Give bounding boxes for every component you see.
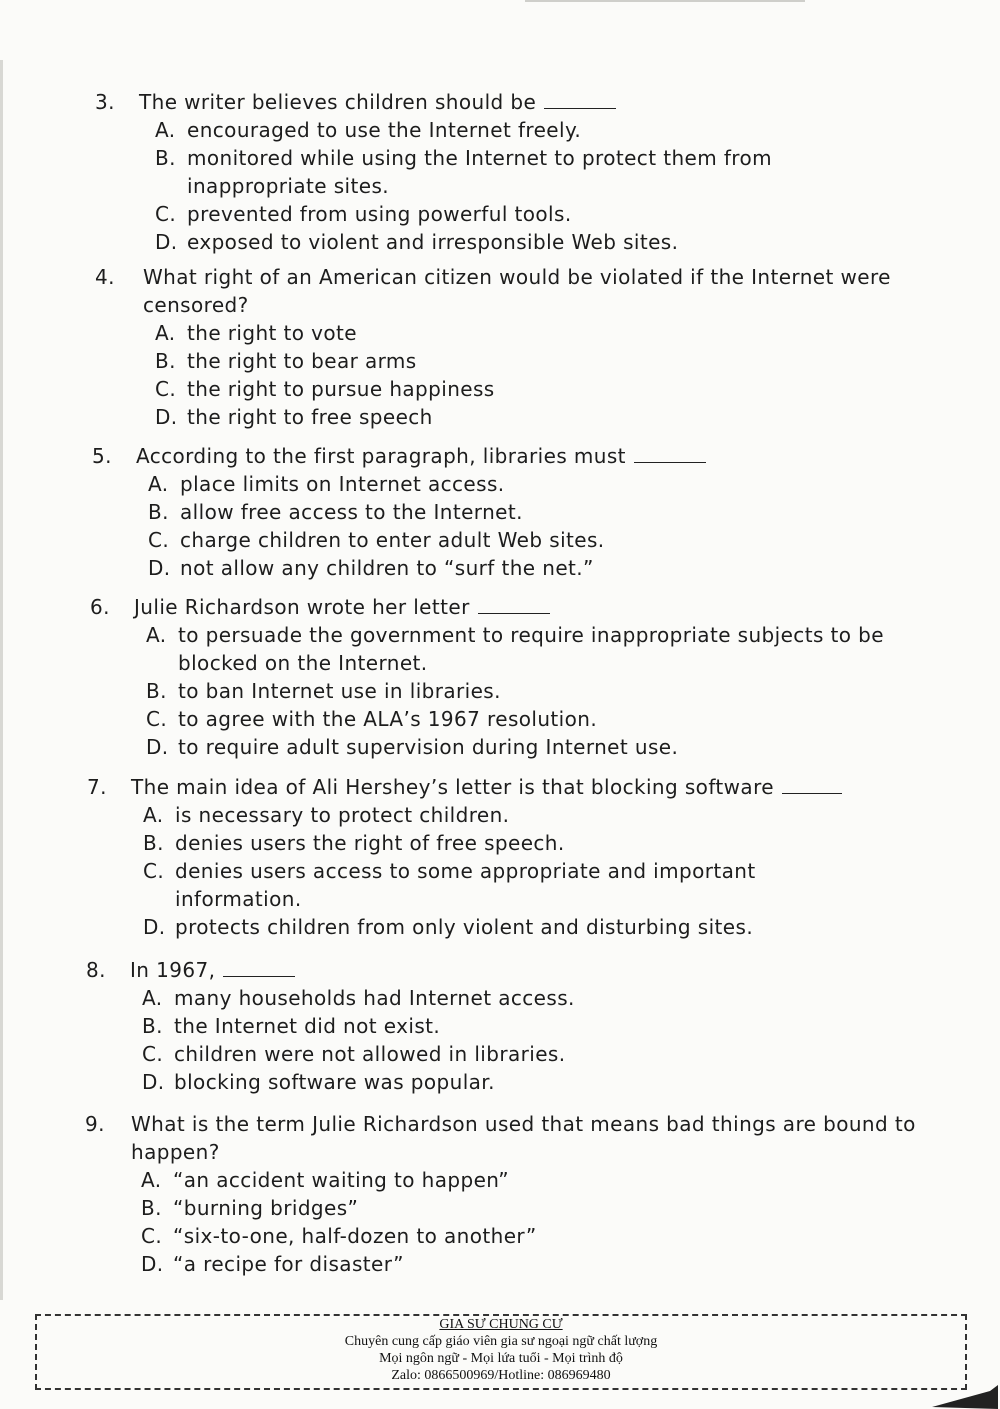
question-number: 5. — [92, 444, 112, 468]
question-stem: What is the term Julie Richardson used that means bad things are bound to happen? — [131, 1112, 916, 1164]
option-c: C. “six-to-one, half-dozen to another” — [141, 1224, 537, 1248]
question-3 — [95, 88, 895, 256]
option-c: C. to agree with the ALA’s 1967 resolution. — [146, 707, 598, 731]
option-b: B. denies users the right of free speech. — [143, 831, 565, 855]
option-b: B. allow free access to the Internet. — [148, 500, 523, 524]
answer-blank — [223, 958, 295, 977]
question-stem: The main idea of Ali Hershey’s letter is that blocking software — [131, 775, 774, 799]
option-d: D. “a recipe for disaster” — [141, 1252, 404, 1276]
answer-blank — [544, 90, 616, 109]
option-b: B. “burning bridges” — [141, 1196, 359, 1220]
question-5 — [92, 442, 912, 582]
question-stem: What right of an American citizen would be violated if the Internet were censored? — [143, 265, 891, 317]
question-9 — [85, 1110, 955, 1278]
option-d: D. to require adult supervision during Internet use. — [146, 735, 679, 759]
footer-line-2: Mọi ngôn ngữ - Mọi lứa tuổi - Mọi trình độ — [379, 1351, 623, 1366]
answer-blank — [478, 595, 550, 614]
scan-mark-top — [525, 0, 805, 2]
question-stem-wrap — [85, 1110, 955, 1166]
question-7 — [87, 773, 957, 941]
option-b: B. the Internet did not exist. — [142, 1014, 441, 1038]
question-stem: In 1967, — [130, 958, 216, 982]
option-d: D. the right to free speech — [155, 405, 433, 429]
option-c: C. children were not allowed in libraries. — [142, 1042, 566, 1066]
question-stem: The writer believes children should be — [139, 90, 537, 114]
question-number: 8. — [86, 958, 106, 982]
question-4 — [95, 263, 945, 431]
option-b: B. monitored while using the Internet to protect them from inappropriate sites. — [155, 146, 773, 198]
question-number: 4. — [95, 265, 115, 289]
option-a: A. many households had Internet access. — [142, 986, 575, 1010]
question-stem: Julie Richardson wrote her letter — [134, 595, 470, 619]
question-6 — [90, 593, 960, 761]
question-number: 3. — [95, 90, 115, 114]
option-b: B. to ban Internet use in libraries. — [146, 679, 501, 703]
question-number: 9. — [85, 1112, 105, 1136]
option-c: C. charge children to enter adult Web sites. — [148, 528, 605, 552]
option-c: C. the right to pursue happiness — [155, 377, 495, 401]
option-d: D. blocking software was popular. — [142, 1070, 495, 1094]
scan-edge — [0, 60, 3, 1300]
question-stem: According to the first paragraph, libraries must — [136, 444, 626, 468]
option-a: A. encouraged to use the Internet freely. — [155, 118, 582, 142]
answer-blank — [782, 775, 842, 794]
option-d: D. protects children from only violent and disturbing sites. — [143, 915, 754, 939]
footer-contact: Zalo: 0866500969/Hotline: 086969480 — [391, 1368, 611, 1383]
option-c: C. prevented from using powerful tools. — [155, 202, 572, 226]
option-c: C. denies users access to some appropriate and important information. — [143, 859, 756, 911]
page-curl-mark — [930, 1385, 1000, 1409]
option-a: A. to persuade the government to require inappropriate subjects to be blocked on the Internet. — [146, 623, 884, 675]
question-number: 7. — [87, 775, 107, 799]
footer-title: GIA SƯ CHUNG CƯ — [439, 1317, 563, 1332]
option-a: A. the right to vote — [155, 321, 357, 345]
question-number: 6. — [90, 595, 110, 619]
footer-line-1: Chuyên cung cấp giáo viên gia sư ngoại ngữ chất lượng — [344, 1334, 658, 1349]
answer-blank — [634, 444, 706, 463]
option-a: A. is necessary to protect children. — [143, 803, 510, 827]
option-b: B. the right to bear arms — [155, 349, 417, 373]
option-d: D. not allow any children to “surf the net.” — [148, 556, 594, 580]
option-a: A. place limits on Internet access. — [148, 472, 505, 496]
question-8 — [86, 956, 786, 1096]
question-stem-wrap — [95, 263, 945, 319]
option-a: A. “an accident waiting to happen” — [141, 1168, 510, 1192]
tutor-ad-footer — [35, 1314, 967, 1390]
option-d: D. exposed to violent and irresponsible Web sites. — [155, 230, 679, 254]
